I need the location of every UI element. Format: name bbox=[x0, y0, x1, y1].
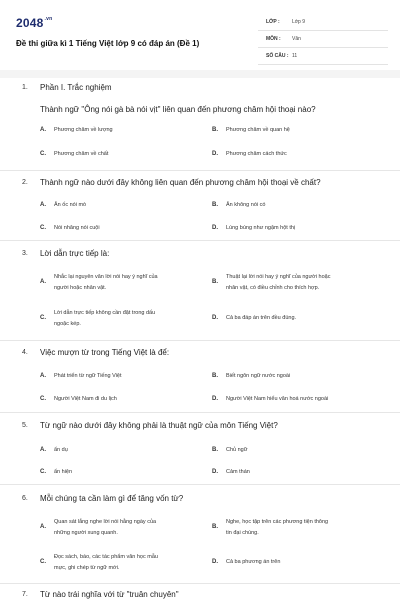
page-title: Đề thi giữa kì 1 Tiếng Việt lớp 9 có đáp án (Đề 1) bbox=[16, 39, 200, 48]
option-letter[interactable]: C. bbox=[40, 559, 46, 565]
option-text[interactable]: Cả ba phương án trên bbox=[226, 559, 281, 565]
option-text[interactable]: Chủ ngữ bbox=[226, 447, 248, 453]
option-text[interactable]: Phương châm về chất bbox=[54, 151, 109, 157]
option-letter[interactable]: D. bbox=[212, 225, 218, 231]
question-divider bbox=[0, 484, 400, 485]
meta-row-subject bbox=[258, 31, 388, 48]
option-text[interactable]: Lúng búng như ngậm hột thị bbox=[226, 225, 296, 231]
option-letter[interactable]: A. bbox=[40, 447, 46, 453]
question-4 bbox=[0, 342, 400, 410]
option-text-line-2[interactable]: nhân vật, có điều chỉnh cho thích hợp. bbox=[226, 285, 320, 291]
option-letter[interactable]: C. bbox=[40, 315, 46, 321]
option-letter[interactable]: A. bbox=[40, 127, 46, 133]
question-text: Việc mượn từ trong Tiếng Việt là để: bbox=[40, 348, 170, 357]
meta-label: MÔN : bbox=[266, 36, 281, 42]
meta-value: Lớp 9 bbox=[292, 19, 306, 25]
option-text-line-1[interactable]: Nhắc lại nguyên văn lời nói hay ý nghĩ của bbox=[54, 274, 158, 280]
option-text[interactable]: Nói nhăng nói cuội bbox=[54, 225, 100, 231]
site-logo[interactable] bbox=[16, 16, 52, 30]
option-letter[interactable]: D. bbox=[212, 559, 218, 565]
logo-suffix: .vn bbox=[44, 16, 53, 22]
option-letter[interactable]: B. bbox=[212, 373, 218, 379]
header-divider bbox=[0, 70, 400, 78]
option-letter[interactable]: C. bbox=[40, 396, 46, 402]
question-2 bbox=[0, 172, 400, 240]
question-text: Mỗi chúng ta cần làm gì để tăng vốn từ? bbox=[40, 494, 184, 503]
option-letter[interactable]: D. bbox=[212, 315, 218, 321]
option-text-line-1[interactable]: Thuật lại lời nói hay ý nghĩ của người hoặc bbox=[226, 274, 331, 280]
option-letter[interactable]: B. bbox=[212, 447, 218, 453]
option-letter[interactable]: A. bbox=[40, 202, 46, 208]
option-letter[interactable]: D. bbox=[212, 151, 218, 157]
question-divider bbox=[0, 170, 400, 171]
question-text: Lời dẫn trực tiếp là: bbox=[40, 249, 110, 258]
option-text[interactable]: ẩn hiện bbox=[54, 469, 73, 475]
option-letter[interactable]: B. bbox=[212, 127, 218, 133]
question-5 bbox=[0, 414, 400, 482]
option-letter[interactable]: C. bbox=[40, 151, 46, 157]
option-text[interactable]: Cả ba đáp án trên đều đúng. bbox=[226, 315, 297, 321]
option-letter[interactable]: B. bbox=[212, 202, 218, 208]
option-text[interactable]: Phương châm cách thức bbox=[226, 151, 287, 157]
question-7 bbox=[0, 585, 400, 600]
option-letter[interactable]: A. bbox=[40, 524, 46, 530]
option-letter[interactable]: D. bbox=[212, 469, 218, 475]
option-letter[interactable]: D. bbox=[212, 396, 218, 402]
option-text-line-1[interactable]: Nghe, học tập trên các phương tiện thông bbox=[226, 519, 329, 525]
option-text-line-2[interactable]: những người xung quanh. bbox=[54, 530, 118, 536]
question-divider bbox=[0, 583, 400, 584]
question-number: 6. bbox=[22, 495, 28, 502]
option-text[interactable]: Cảm thán bbox=[226, 469, 250, 475]
question-3 bbox=[0, 242, 400, 342]
option-letter[interactable]: A. bbox=[40, 279, 46, 285]
meta-label: LỚP : bbox=[266, 19, 280, 25]
exam-meta-table bbox=[258, 14, 388, 65]
option-text[interactable]: Phương châm về lượng bbox=[54, 127, 113, 133]
meta-value: 11 bbox=[292, 53, 298, 59]
option-letter[interactable]: C. bbox=[40, 469, 46, 475]
meta-row-class bbox=[258, 14, 388, 31]
meta-row-count bbox=[258, 48, 388, 65]
option-letter[interactable]: B. bbox=[212, 524, 218, 530]
option-letter[interactable]: C. bbox=[40, 225, 46, 231]
question-number: 1. bbox=[22, 84, 28, 91]
question-text: Thành ngữ "Ông nói gà bà nói vịt" liên quan đến phương châm hội thoại nào? bbox=[40, 105, 316, 114]
option-text-line-2[interactable]: ngoặc kép. bbox=[54, 321, 81, 327]
question-divider bbox=[0, 240, 400, 241]
question-text: Từ ngữ nào dưới đây không phải là thuật ngữ của môn Tiếng Việt? bbox=[40, 421, 278, 430]
option-text-line-1[interactable]: Lời dẫn trực tiếp không cần đặt trong dấu bbox=[54, 310, 156, 316]
option-text-line-2[interactable]: mực, ghi chép từ ngữ mới. bbox=[54, 565, 120, 571]
question-text: Từ nào trái nghĩa với từ "truân chuyên" bbox=[40, 590, 179, 599]
logo-text: 2048 bbox=[16, 16, 44, 30]
question-number: 4. bbox=[22, 349, 28, 356]
meta-label: SỐ CÂU : bbox=[266, 53, 289, 59]
option-text[interactable]: Người Việt Nam đi du lịch bbox=[54, 396, 117, 402]
option-text-line-2[interactable]: người hoặc nhân vật. bbox=[54, 285, 107, 291]
option-text[interactable]: Ăn ốc nói mò bbox=[54, 202, 87, 208]
question-number: 7. bbox=[22, 591, 28, 598]
option-text-line-1[interactable]: Đọc sách, báo, các tác phẩm văn học mẫu bbox=[54, 554, 158, 560]
option-letter[interactable]: B. bbox=[212, 279, 218, 285]
document-header bbox=[10, 6, 388, 66]
option-text[interactable]: Phương châm về quan hệ bbox=[226, 127, 290, 133]
option-text-line-1[interactable]: Quan sát lắng nghe lời nói hằng ngày của bbox=[54, 519, 157, 525]
question-number: 3. bbox=[22, 250, 28, 257]
question-number: 2. bbox=[22, 179, 28, 186]
question-6 bbox=[0, 486, 400, 582]
meta-value: Văn bbox=[292, 36, 301, 42]
question-text: Thành ngữ nào dưới đây không liên quan đến phương châm hội thoại về chất? bbox=[40, 178, 321, 187]
question-divider bbox=[0, 340, 400, 341]
question-1 bbox=[0, 78, 400, 166]
option-text[interactable]: Người Việt Nam hiểu văn hoá nước ngoài bbox=[226, 396, 329, 402]
question-number: 5. bbox=[22, 422, 28, 429]
option-text[interactable]: Phát triển từ ngữ Tiếng Việt bbox=[54, 373, 122, 379]
question-divider bbox=[0, 412, 400, 413]
option-letter[interactable]: A. bbox=[40, 373, 46, 379]
option-text[interactable]: ẩn dụ bbox=[54, 447, 68, 453]
option-text[interactable]: Ăn không nói có bbox=[226, 202, 266, 208]
section-heading: Phần I. Trắc nghiệm bbox=[40, 83, 112, 92]
option-text[interactable]: Biết ngôn ngữ nước ngoài bbox=[226, 373, 291, 379]
option-text-line-2[interactable]: tin đại chúng. bbox=[226, 530, 259, 536]
